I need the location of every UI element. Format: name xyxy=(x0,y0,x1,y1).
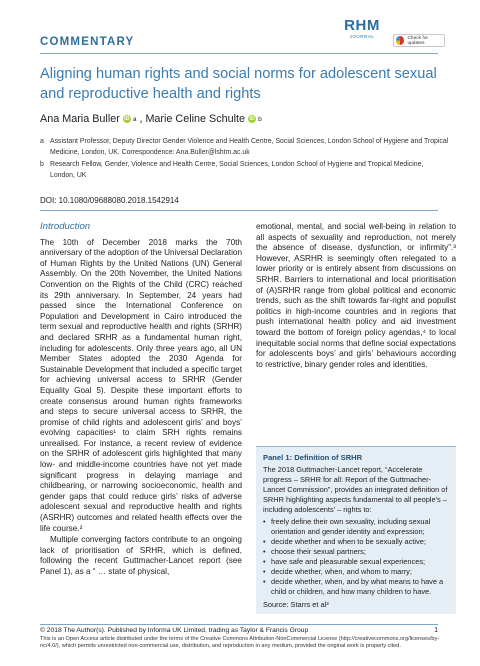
definition-panel xyxy=(256,446,456,614)
body-paragraph: emotional, mental, and social well-being in relation to all aspects of sexuality and reproduction, not merely the absence of disease, dysfunction, or infirmity”.³ However, ASRHR is seemingly often relegated to a lower priority or is entirely absent from discussions on SRHR. Barriers to international and local prioritisation of (A)SRHR range from global political and economic trends, such as the shift towards far-right and populist politics in high-income countries and in regions that push international health policy and aid investment toward the bottom of foreign policy agendas,⁴ to local inequitable social norms that define social expectations for adolescents boys’ and girls’ behaviours according to restrictive, binary gender roles and identities. xyxy=(256,222,456,369)
page-number: 1 xyxy=(434,627,438,634)
orcid-icon[interactable]: iD xyxy=(249,116,255,122)
check-for-updates-button[interactable] xyxy=(393,34,445,47)
affiliation-a xyxy=(40,137,450,158)
right-column xyxy=(256,222,456,370)
header-divider xyxy=(40,53,438,54)
updates-label: Check for updates xyxy=(407,35,428,46)
body-paragraph: Multiple converging factors contribute to an ongoing lack of prioritisation of SRHR, which is defined, following the recent Guttmacher-Lancet report (see Panel 1), as a “ … state of physical, xyxy=(40,535,242,576)
section-heading: Introduction xyxy=(40,221,91,232)
list-item: • choose their sexual partners; xyxy=(263,547,449,557)
author-list: Ana Maria Buller iD a , Marie Celine Schulte iD b xyxy=(40,113,262,125)
list-item: • decide whether and when to be sexually active; xyxy=(263,537,449,547)
section-label: COMMENTARY xyxy=(40,36,135,48)
author-affil-marker-1: a xyxy=(132,115,137,123)
list-item: • decide whether, when, and whom to marry; xyxy=(263,567,449,577)
footer-divider xyxy=(40,624,438,625)
author-name-1[interactable]: Ana Maria Buller xyxy=(40,113,120,125)
doi-divider xyxy=(40,210,438,211)
affiliation-text: Research Fellow, Gender, Violence and Health Centre, Social Sciences, London School of Hygiene and Tropical Medicine, London, UK xyxy=(50,161,424,179)
author-affil-marker-2: b xyxy=(258,115,262,123)
list-item: • have safe and pleasurable sexual experiences; xyxy=(263,557,449,567)
affiliation-text: Assistant Professor, Deputy Director Gender Violence and Health Centre, Social Sciences, London School of Hygiene and Tropical Medicine, London, UK. Correspondence: Ana.Buller@lshtm.ac.uk xyxy=(50,138,449,156)
doi-link[interactable]: DOI: 10.1080/09688080.2018.1542914 xyxy=(40,196,179,205)
panel-source: Source: Starrs et al³ xyxy=(263,600,329,609)
panel-title: Panel 1: Definition of SRHR xyxy=(263,453,363,462)
orcid-icon[interactable]: iD xyxy=(124,116,130,122)
left-column xyxy=(40,222,242,578)
journal-logo[interactable] xyxy=(338,18,386,39)
copyright-line: © 2018 The Author(s). Published by Informa UK Limited, trading as Taylor & Francis Group xyxy=(40,627,309,634)
author-name-2[interactable]: Marie Celine Schulte xyxy=(145,113,246,125)
updates-icon xyxy=(396,36,404,45)
affiliation-letter: b xyxy=(40,161,44,168)
affiliation-letter: a xyxy=(40,138,44,145)
license-text: This is an Open Access article distributed under the terms of the Creative Commons Attribution-NonCommercial License (http://creativecommons.org/licenses/by-nc/4.0/), which permits unrestricted non-commercial use, distribution, and reproduction in any medium, provided the original work is properly cited. xyxy=(40,636,440,650)
list-item: • decide whether, when, and by what means to have a child or children, and how many children to have. xyxy=(263,577,449,597)
list-item: • freely define their own sexuality, including sexual orientation and gender identity and expression; xyxy=(263,517,449,537)
affiliation-b xyxy=(40,160,450,181)
journal-logo-subtext: JOURNAL xyxy=(349,34,375,39)
panel-list xyxy=(263,517,449,597)
journal-logo-text: RHM xyxy=(344,17,380,34)
article-title: Aligning human rights and social norms for adolescent sexual and reproductive health and rights xyxy=(40,66,437,102)
body-paragraph: The 10th of December 2018 marks the 70th anniversary of the adoption of the Universal Declaration of Human Rights by the United Nations (UN) General Assembly. On the 20th November, the United Nations Convention on the Rights of the Child (CRC) reached its 29th anniversary. In September, 24 years had passed since the International Conference on Population and Development in Cairo introduced the term sexual and reproductive health and rights (SRHR) and declared SRHR as a fundamental human right, including for adolescents. Only three years ago, all UN Member States adopted the 2030 Agenda for Sustainable Development that included a specific target for achieving universal access to SRHR (Gender Equality Goal 5). Despite these important efforts to create consensus around human rights frameworks and steps to secure universal access to SRHR, the promise of child rights and adolescent girls’ and boys’ evolving capacities¹ to claim SRH rights remains unrealised. For instance, a recent review of evidence on the SRHR of adolescent girls highlighted that many low- and middle-income countries have not yet made significant progress in delaying marriage and childbearing, or narrowing socioeconomic, health and gender gaps that could reduce girls’ risks of adverse adolescent sexual and reproductive health and rights (ASRHR) outcomes and related health effects over the life course.² xyxy=(40,237,242,533)
panel-intro: The 2018 Guttmacher-Lancet report, “Accelerate progress – SRHR for all: Report of the Guttmacher-Lancet Commission”, provides an integrated definition of SRHR highlighting aspects fundamental to all people’s – including adolescents’ – rights to: xyxy=(263,465,448,514)
